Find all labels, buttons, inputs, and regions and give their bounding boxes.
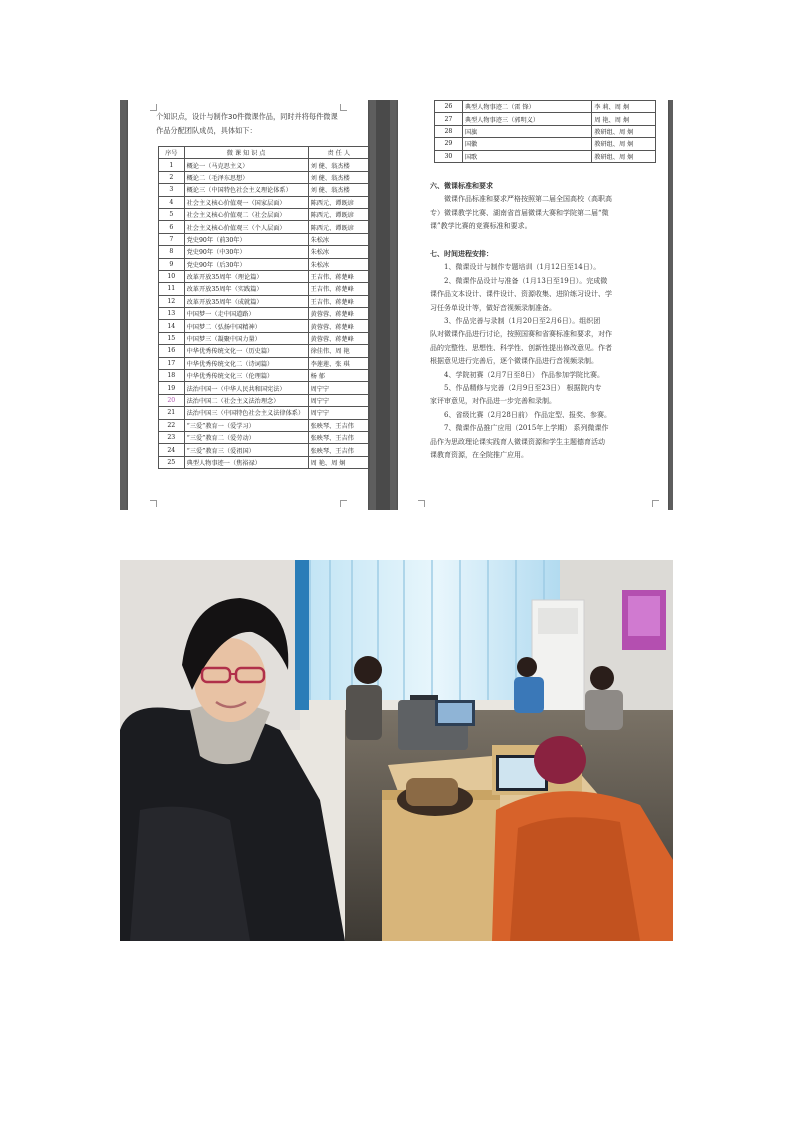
- row-topic: 中国梦一（走中国道路）: [184, 308, 308, 320]
- table-row: [159, 283, 370, 295]
- section-seven-line: 2、微课作品设计与准备（1月13日至19日）。完成微: [444, 276, 608, 285]
- row-owner: 朱松冰: [308, 258, 369, 270]
- table-row: [159, 246, 370, 258]
- row-owner: 陈西元、谭既谚: [308, 196, 369, 208]
- table-row: [159, 357, 370, 369]
- row-index: 14: [159, 320, 185, 332]
- table-row: [159, 159, 370, 171]
- table-row: [159, 308, 370, 320]
- table-row: [159, 184, 370, 196]
- row-topic: 党史90年（后30年）: [184, 258, 308, 270]
- row-topic: 法治中国一（中华人民共和国宪法）: [184, 382, 308, 394]
- section-six-line: 微课作品标准和要求严格按照第二届全国高校（高职高: [444, 195, 612, 204]
- section-seven-line: 4、学院初赛（2月7日至8日） 作品参加学院比赛。: [444, 370, 605, 379]
- section-seven-line: 课作品文本设计、课件设计、资源收集、进阶练习设计、学: [430, 290, 612, 299]
- row-topic: 中华优秀传统文化三（伦理篇）: [184, 370, 308, 382]
- page-gutter: [376, 100, 390, 510]
- row-index: 3: [159, 184, 185, 196]
- crop-mark: [418, 500, 425, 507]
- row-topic: 概论二（毛泽东思想）: [184, 171, 308, 183]
- table-row: [435, 125, 656, 137]
- table-row: [159, 270, 370, 282]
- row-topic: 概论三（中国特色社会主义理论体系）: [184, 184, 308, 196]
- table-row: [159, 394, 370, 406]
- section-seven-line: 根据意见进行完善后，逐个微课作品进行音视频录制。: [430, 357, 598, 366]
- table-row: [159, 407, 370, 419]
- section-seven-line: 品作为思政理论课实践育人微课资源和学生主题德育活动: [430, 437, 605, 446]
- office-photo-illustration: [120, 560, 673, 941]
- row-owner: 张映琴、王吉伟: [308, 431, 369, 443]
- row-owner: 刘 健、翁杰楼: [308, 184, 369, 196]
- table-row: [435, 101, 656, 113]
- section-seven-line: 队对微课作品进行讨论，按照国赛和省赛标准和要求，对作: [430, 330, 612, 339]
- document-page-right: [398, 100, 668, 510]
- knowledge-point-table: [158, 146, 370, 469]
- row-topic: 中华优秀传统文化一（历史篇）: [184, 345, 308, 357]
- section-seven-line: 习任务单设计等，做好音视频录制准备。: [430, 303, 556, 312]
- table-row: [159, 221, 370, 233]
- row-index: 15: [159, 332, 185, 344]
- row-owner: 王吉伟、蒋楚峰: [308, 270, 369, 282]
- row-topic: 中华优秀传统文化二（诗词篇）: [184, 357, 308, 369]
- row-owner: 黄蓉蓉、蒋楚峰: [308, 332, 369, 344]
- row-owner: 周宁宁: [308, 382, 369, 394]
- row-topic: 改革开放35周年（理论篇）: [184, 270, 308, 282]
- table-row: [159, 456, 370, 468]
- section-six-line: 专）微课教学比赛、湖南省首届微课大赛和学院第二届“微: [430, 208, 609, 217]
- section-seven: [430, 248, 650, 463]
- table-row: [159, 419, 370, 431]
- office-photo: [120, 560, 673, 941]
- row-index: 11: [159, 283, 185, 295]
- row-index: 26: [435, 101, 463, 113]
- row-owner: 周宁宁: [308, 407, 369, 419]
- table-row: [435, 138, 656, 150]
- table-row: [159, 208, 370, 220]
- row-index: 4: [159, 196, 185, 208]
- row-topic: 国歌: [462, 150, 591, 162]
- header-topic: 微 课 知 识 点: [184, 147, 308, 159]
- section-seven-line: 家评审意见，对作品进一步完善和录制。: [430, 397, 556, 406]
- row-index: 12: [159, 295, 185, 307]
- row-index: 8: [159, 246, 185, 258]
- table-row: [159, 171, 370, 183]
- row-index: 5: [159, 208, 185, 220]
- row-owner: 周 艳、周 炯: [308, 456, 369, 468]
- row-owner: 教研组、周 炯: [592, 150, 656, 162]
- row-topic: 中国梦二（弘扬中国精神）: [184, 320, 308, 332]
- table-row: [159, 345, 370, 357]
- row-owner: 周 艳、周 炯: [592, 113, 656, 125]
- knowledge-point-table-continued: [434, 100, 656, 163]
- row-owner: 李 莉、周 炯: [592, 101, 656, 113]
- row-topic: 典型人物事迹二（雷 锋）: [462, 101, 591, 113]
- row-owner: 陈西元、谭既谚: [308, 208, 369, 220]
- document-page-left: [128, 100, 368, 510]
- header-owner: 责 任 人: [308, 147, 369, 159]
- row-index: 2: [159, 171, 185, 183]
- row-index: 13: [159, 308, 185, 320]
- row-index: 18: [159, 370, 185, 382]
- row-index: 23: [159, 431, 185, 443]
- table-row: [159, 295, 370, 307]
- row-index: 9: [159, 258, 185, 270]
- row-topic: 典型人物事迹三（郭明义）: [462, 113, 591, 125]
- row-index: 24: [159, 444, 185, 456]
- row-owner: 黄蓉蓉、蒋楚峰: [308, 308, 369, 320]
- crop-mark: [652, 500, 659, 507]
- section-seven-line: 3、作品完善与录制（1月20日至2月6日）。组织团: [444, 317, 601, 326]
- row-topic: “三爱”教育二（爱劳动）: [184, 431, 308, 443]
- row-topic: 典型人物事迹一（焦裕禄）: [184, 456, 308, 468]
- row-owner: 杨 郁: [308, 370, 369, 382]
- row-owner: 周宁宁: [308, 394, 369, 406]
- row-topic: 党史90年（中30年）: [184, 246, 308, 258]
- section-seven-line: 课教育资源，在全院推广应用。: [430, 451, 528, 460]
- table-row: [159, 233, 370, 245]
- section-seven-line: 7、微课作品推广应用（2015年上学期） 系列微课作: [444, 424, 609, 433]
- row-owner: 朱松冰: [308, 246, 369, 258]
- row-topic: 社会主义核心价值观二（社会层面）: [184, 208, 308, 220]
- row-topic: 改革开放35周年（成就篇）: [184, 295, 308, 307]
- row-owner: 王吉伟、蒋楚峰: [308, 295, 369, 307]
- section-seven-heading: 七、时间进程安排：: [430, 250, 493, 258]
- row-topic: 国旗: [462, 125, 591, 137]
- table-header-row: [159, 147, 370, 159]
- row-owner: 刘 健、翁杰楼: [308, 171, 369, 183]
- row-index: 6: [159, 221, 185, 233]
- row-index: 21: [159, 407, 185, 419]
- section-seven-line: 5、作品精修与完善（2月9日至23日） 根据院内专: [444, 384, 602, 393]
- table-row: [435, 150, 656, 162]
- crop-mark: [340, 500, 347, 507]
- table-row: [159, 332, 370, 344]
- intro-line: 个知识点，设计与制作30件微课作品，同时并将每件微课: [156, 112, 338, 121]
- row-topic: 社会主义核心价值观一（国家层面）: [184, 196, 308, 208]
- row-index: 27: [435, 113, 463, 125]
- section-six: [430, 180, 650, 234]
- row-topic: 法治中国二（社会主义法治理念）: [184, 394, 308, 406]
- row-topic: “三爱”教育一（爱学习）: [184, 419, 308, 431]
- row-index: 20: [159, 394, 185, 406]
- table-row: [159, 258, 370, 270]
- row-owner: 朱松冰: [308, 233, 369, 245]
- section-seven-line: 品的完整性、思想性、科学性、创新性提出修改意见。作者: [430, 343, 612, 352]
- row-index: 25: [159, 456, 185, 468]
- row-index: 16: [159, 345, 185, 357]
- row-topic: 国徽: [462, 138, 591, 150]
- row-topic: 概论一（马克思主义）: [184, 159, 308, 171]
- row-index: 22: [159, 419, 185, 431]
- section-seven-line: 6、省级比赛（2月28日前） 作品定型、报奖、参赛。: [444, 410, 612, 419]
- table-row: [159, 444, 370, 456]
- row-owner: 黄蓉蓉、蒋楚峰: [308, 320, 369, 332]
- table-row: [435, 113, 656, 125]
- row-index: 10: [159, 270, 185, 282]
- row-owner: 刘 健、翁杰楼: [308, 159, 369, 171]
- header-index: 序号: [159, 147, 185, 159]
- document-viewer-screenshot: [120, 100, 673, 510]
- row-index: 7: [159, 233, 185, 245]
- row-topic: 法治中国三（中国特色社会主义法律体系）: [184, 407, 308, 419]
- row-owner: 王吉伟、蒋楚峰: [308, 283, 369, 295]
- table-row: [159, 382, 370, 394]
- row-owner: 李莲莲、张 琪: [308, 357, 369, 369]
- row-topic: 改革开放35周年（实践篇）: [184, 283, 308, 295]
- section-seven-line: 1、微课设计与制作专题培训（1月12日至14日）。: [444, 263, 601, 272]
- table-row: [159, 320, 370, 332]
- crop-mark: [150, 500, 157, 507]
- row-owner: 陈西元、谭既谚: [308, 221, 369, 233]
- row-index: 28: [435, 125, 463, 137]
- row-topic: “三爱”教育三（爱祖国）: [184, 444, 308, 456]
- table-row: [159, 370, 370, 382]
- row-index: 29: [435, 138, 463, 150]
- row-topic: 党史90年（前30年）: [184, 233, 308, 245]
- table-row: [159, 196, 370, 208]
- row-index: 1: [159, 159, 185, 171]
- row-owner: 教研组、周 炯: [592, 138, 656, 150]
- intro-line: 作品分配团队成员，具体如下：: [156, 126, 257, 135]
- row-owner: 张映琴、王吉伟: [308, 419, 369, 431]
- table-row: [159, 431, 370, 443]
- row-index: 19: [159, 382, 185, 394]
- row-owner: 徐佳伟、周 艳: [308, 345, 369, 357]
- row-owner: 张映琴、王吉伟: [308, 444, 369, 456]
- section-six-line: 课”教学比赛的竞赛标准和要求。: [430, 222, 532, 231]
- intro-paragraph: [156, 110, 356, 138]
- row-topic: 社会主义核心价值观三（个人层面）: [184, 221, 308, 233]
- row-index: 30: [435, 150, 463, 162]
- row-topic: 中国梦三（凝聚中国力量）: [184, 332, 308, 344]
- row-index: 17: [159, 357, 185, 369]
- section-six-heading: 六、微课标准和要求: [430, 182, 493, 190]
- row-owner: 教研组、周 炯: [592, 125, 656, 137]
